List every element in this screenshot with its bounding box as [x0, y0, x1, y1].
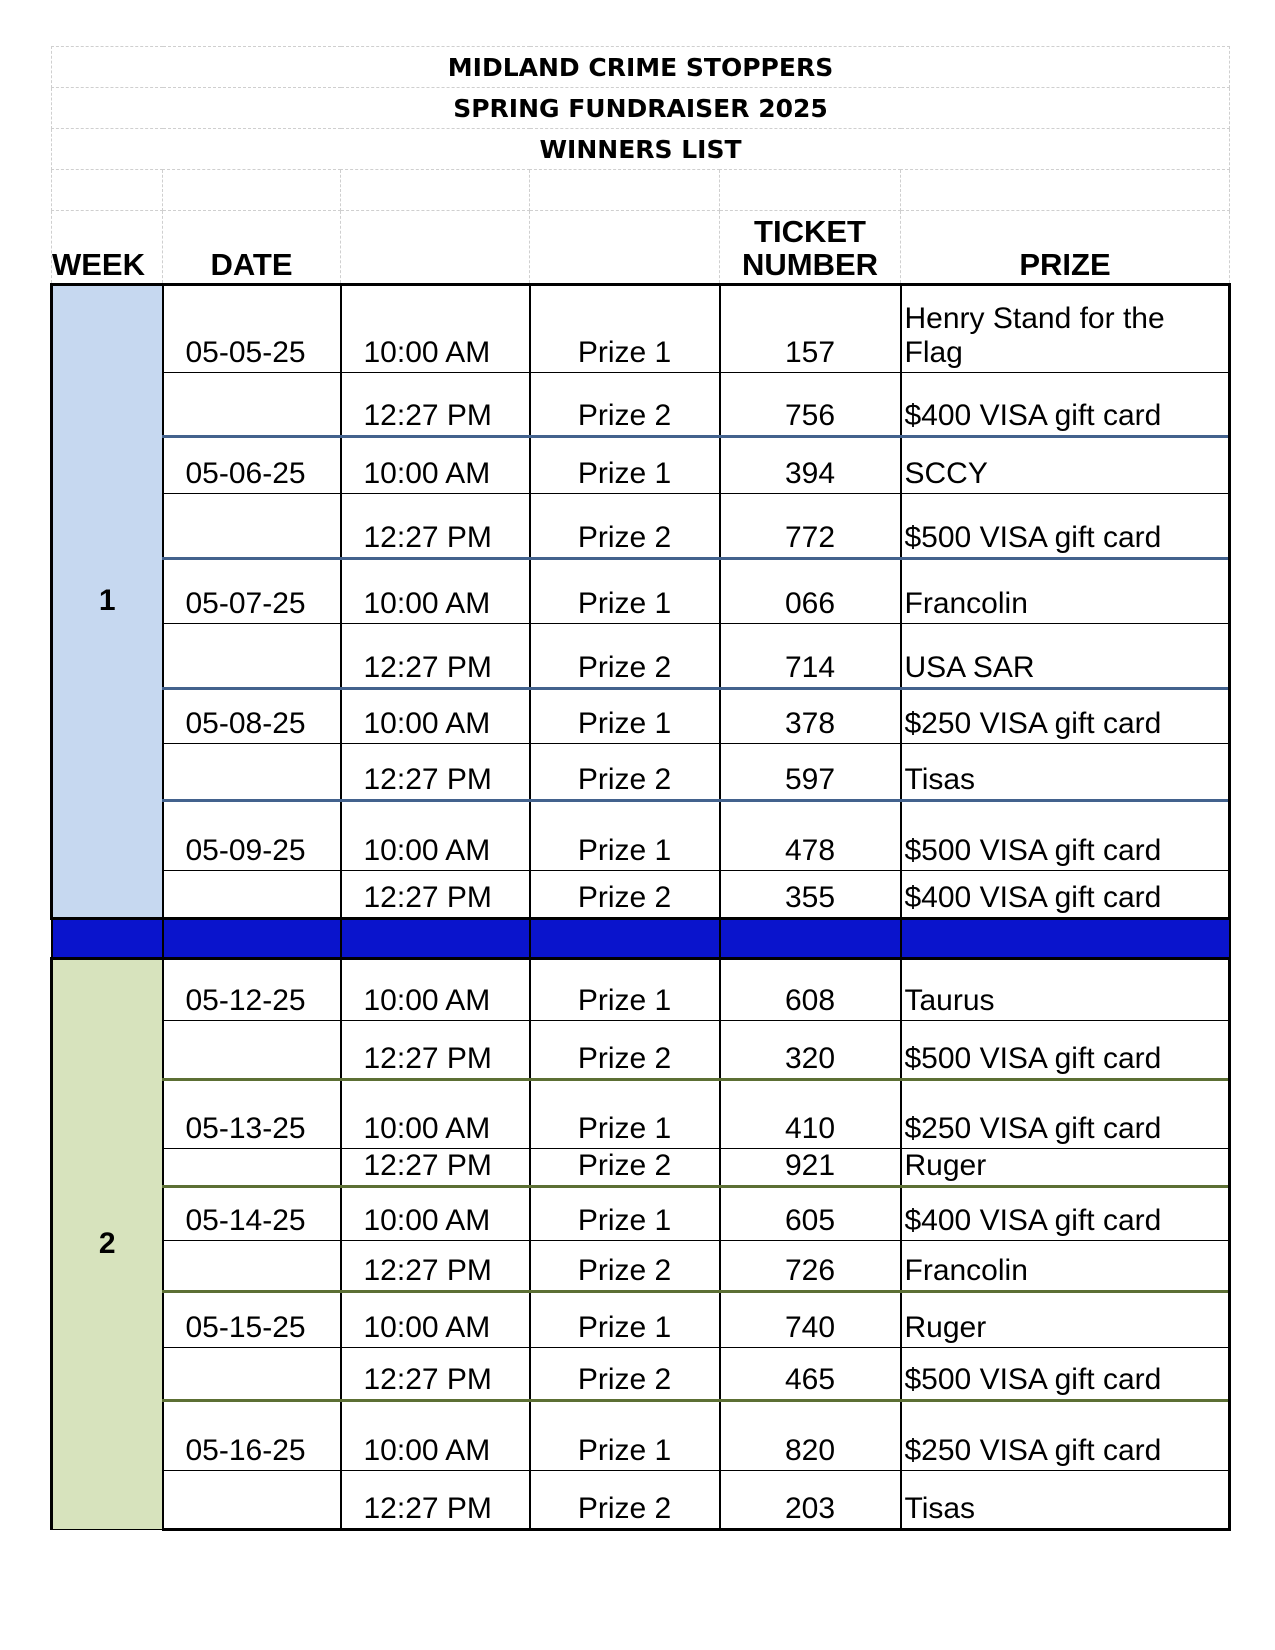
separator-cell: [901, 919, 1230, 959]
separator-cell: [341, 919, 530, 959]
table-row: [52, 373, 1230, 437]
prize-cell: Tisas: [901, 744, 1230, 801]
blank-cell: [341, 170, 530, 211]
prize-number-cell: Prize 2: [530, 1471, 720, 1530]
ticket-number-cell: 714: [720, 624, 901, 689]
table-row: [52, 559, 1230, 624]
prize-cell: $500 VISA gift card: [901, 801, 1230, 871]
col-header-time: [341, 211, 530, 285]
prize-number-cell: Prize 1: [530, 437, 720, 494]
prize-cell: $250 VISA gift card: [901, 1401, 1230, 1471]
prize-cell: $500 VISA gift card: [901, 1021, 1230, 1080]
time-cell: 10:00 AM: [341, 1292, 530, 1348]
ticket-number-cell: 597: [720, 744, 901, 801]
ticket-number-cell: 605: [720, 1187, 901, 1241]
prize-cell: $250 VISA gift card: [901, 1080, 1230, 1149]
prize-cell: Taurus: [901, 959, 1230, 1021]
prize-number-cell: Prize 1: [530, 559, 720, 624]
table-row: [52, 1241, 1230, 1292]
table-row: [52, 1187, 1230, 1241]
prize-cell: $400 VISA gift card: [901, 373, 1230, 437]
time-cell: 10:00 AM: [341, 1187, 530, 1241]
ticket-number-cell: 465: [720, 1348, 901, 1401]
prize-number-cell: Prize 1: [530, 801, 720, 871]
ticket-number-cell: 726: [720, 1241, 901, 1292]
blank-cell: [163, 170, 341, 211]
table-row: [52, 1292, 1230, 1348]
prize-cell: $500 VISA gift card: [901, 1348, 1230, 1401]
prize-cell: $400 VISA gift card: [901, 1187, 1230, 1241]
date-cell: 05-12-25: [163, 959, 341, 1021]
date-cell: 05-06-25: [163, 437, 341, 494]
date-cell: [163, 1471, 341, 1530]
date-cell: 05-09-25: [163, 801, 341, 871]
table-row: [52, 1348, 1230, 1401]
col-header-prize: PRIZE: [901, 211, 1230, 285]
time-cell: 10:00 AM: [341, 959, 530, 1021]
prize-number-cell: Prize 2: [530, 1348, 720, 1401]
ticket-number-cell: 157: [720, 285, 901, 373]
prize-cell: Ruger: [901, 1149, 1230, 1187]
title-line-organization: MIDLAND CRIME STOPPERS: [52, 47, 1230, 88]
time-cell: 10:00 AM: [341, 437, 530, 494]
winners-table: [50, 46, 1231, 1531]
ticket-number-cell: 066: [720, 559, 901, 624]
prize-cell: $500 VISA gift card: [901, 494, 1230, 559]
title-line-list: WINNERS LIST: [52, 129, 1230, 170]
date-cell: 05-16-25: [163, 1401, 341, 1471]
date-cell: [163, 1021, 341, 1080]
ticket-header-line1: TICKET: [754, 214, 866, 249]
ticket-number-cell: 820: [720, 1401, 901, 1471]
ticket-number-cell: 608: [720, 959, 901, 1021]
blank-cell: [901, 170, 1230, 211]
date-cell: [163, 1241, 341, 1292]
table-row: [52, 494, 1230, 559]
prize-number-cell: Prize 2: [530, 1149, 720, 1187]
ticket-number-cell: 394: [720, 437, 901, 494]
prize-cell: Francolin: [901, 1241, 1230, 1292]
ticket-number-cell: 478: [720, 801, 901, 871]
table-row: [52, 871, 1230, 919]
col-header-date: DATE: [163, 211, 341, 285]
title-line-event: SPRING FUNDRAISER 2025: [52, 88, 1230, 129]
prize-number-cell: Prize 2: [530, 1241, 720, 1292]
ticket-number-cell: 203: [720, 1471, 901, 1530]
table-row: [52, 285, 1230, 373]
table-row: [52, 959, 1230, 1021]
blank-cell: [530, 170, 720, 211]
time-cell: 10:00 AM: [341, 689, 530, 744]
prize-cell: Francolin: [901, 559, 1230, 624]
time-cell: 10:00 AM: [341, 801, 530, 871]
date-cell: [163, 494, 341, 559]
prize-cell: $250 VISA gift card: [901, 689, 1230, 744]
table-row: [52, 1401, 1230, 1471]
date-cell: 05-08-25: [163, 689, 341, 744]
time-cell: 12:27 PM: [341, 1241, 530, 1292]
prize-number-cell: Prize 2: [530, 494, 720, 559]
blank-cell: [52, 170, 163, 211]
table-row: [52, 801, 1230, 871]
prize-number-cell: Prize 1: [530, 285, 720, 373]
table-row: [52, 744, 1230, 801]
prize-cell: Henry Stand for the Flag: [901, 285, 1230, 373]
prize-number-cell: Prize 1: [530, 1187, 720, 1241]
time-cell: 12:27 PM: [341, 1348, 530, 1401]
prize-number-cell: Prize 1: [530, 959, 720, 1021]
winners-list-sheet: [50, 46, 1231, 1531]
time-cell: 12:27 PM: [341, 624, 530, 689]
date-cell: [163, 624, 341, 689]
table-row: [52, 1080, 1230, 1149]
prize-number-cell: Prize 1: [530, 689, 720, 744]
col-header-prize-no: [530, 211, 720, 285]
time-cell: 12:27 PM: [341, 744, 530, 801]
prize-number-cell: Prize 1: [530, 1292, 720, 1348]
prize-number-cell: Prize 2: [530, 373, 720, 437]
date-cell: 05-14-25: [163, 1187, 341, 1241]
table-row: [52, 437, 1230, 494]
time-cell: 12:27 PM: [341, 1021, 530, 1080]
date-cell: 05-07-25: [163, 559, 341, 624]
prize-cell: USA SAR: [901, 624, 1230, 689]
date-cell: 05-05-25: [163, 285, 341, 373]
ticket-number-cell: 410: [720, 1080, 901, 1149]
date-cell: 05-15-25: [163, 1292, 341, 1348]
time-cell: 12:27 PM: [341, 871, 530, 919]
time-cell: 12:27 PM: [341, 494, 530, 559]
prize-number-cell: Prize 1: [530, 1401, 720, 1471]
ticket-number-cell: 772: [720, 494, 901, 559]
separator-cell: [720, 919, 901, 959]
week-number-cell: 1: [52, 285, 163, 919]
prize-cell: Ruger: [901, 1292, 1230, 1348]
prize-number-cell: Prize 1: [530, 1080, 720, 1149]
date-cell: [163, 1149, 341, 1187]
prize-number-cell: Prize 2: [530, 624, 720, 689]
separator-cell: [530, 919, 720, 959]
date-cell: [163, 871, 341, 919]
prize-cell: Tisas: [901, 1471, 1230, 1530]
ticket-number-cell: 740: [720, 1292, 901, 1348]
prize-cell: $400 VISA gift card: [901, 871, 1230, 919]
table-row: [52, 1149, 1230, 1187]
table-row: [52, 624, 1230, 689]
prize-number-cell: Prize 2: [530, 744, 720, 801]
separator-cell: [52, 919, 163, 959]
blank-cell: [720, 170, 901, 211]
table-row: [52, 1471, 1230, 1530]
week-number-cell: 2: [52, 959, 163, 1530]
time-cell: 12:27 PM: [341, 373, 530, 437]
ticket-number-cell: 355: [720, 871, 901, 919]
prize-cell: SCCY: [901, 437, 1230, 494]
ticket-header-line2: NUMBER: [741, 247, 879, 282]
col-header-week: WEEK: [52, 211, 163, 285]
date-cell: [163, 373, 341, 437]
date-cell: [163, 1348, 341, 1401]
date-cell: 05-13-25: [163, 1080, 341, 1149]
prize-number-cell: Prize 2: [530, 871, 720, 919]
col-header-ticket-number: [720, 211, 901, 285]
time-cell: 10:00 AM: [341, 285, 530, 373]
ticket-number-cell: 378: [720, 689, 901, 744]
date-cell: [163, 744, 341, 801]
week-separator-bar: [52, 919, 1230, 959]
time-cell: 10:00 AM: [341, 1401, 530, 1471]
ticket-number-cell: 320: [720, 1021, 901, 1080]
ticket-number-cell: 921: [720, 1149, 901, 1187]
time-cell: 10:00 AM: [341, 559, 530, 624]
time-cell: 10:00 AM: [341, 1080, 530, 1149]
ticket-number-cell: 756: [720, 373, 901, 437]
separator-cell: [163, 919, 341, 959]
time-cell: 12:27 PM: [341, 1149, 530, 1187]
time-cell: 12:27 PM: [341, 1471, 530, 1530]
table-row: [52, 1021, 1230, 1080]
table-row: [52, 689, 1230, 744]
prize-number-cell: Prize 2: [530, 1021, 720, 1080]
